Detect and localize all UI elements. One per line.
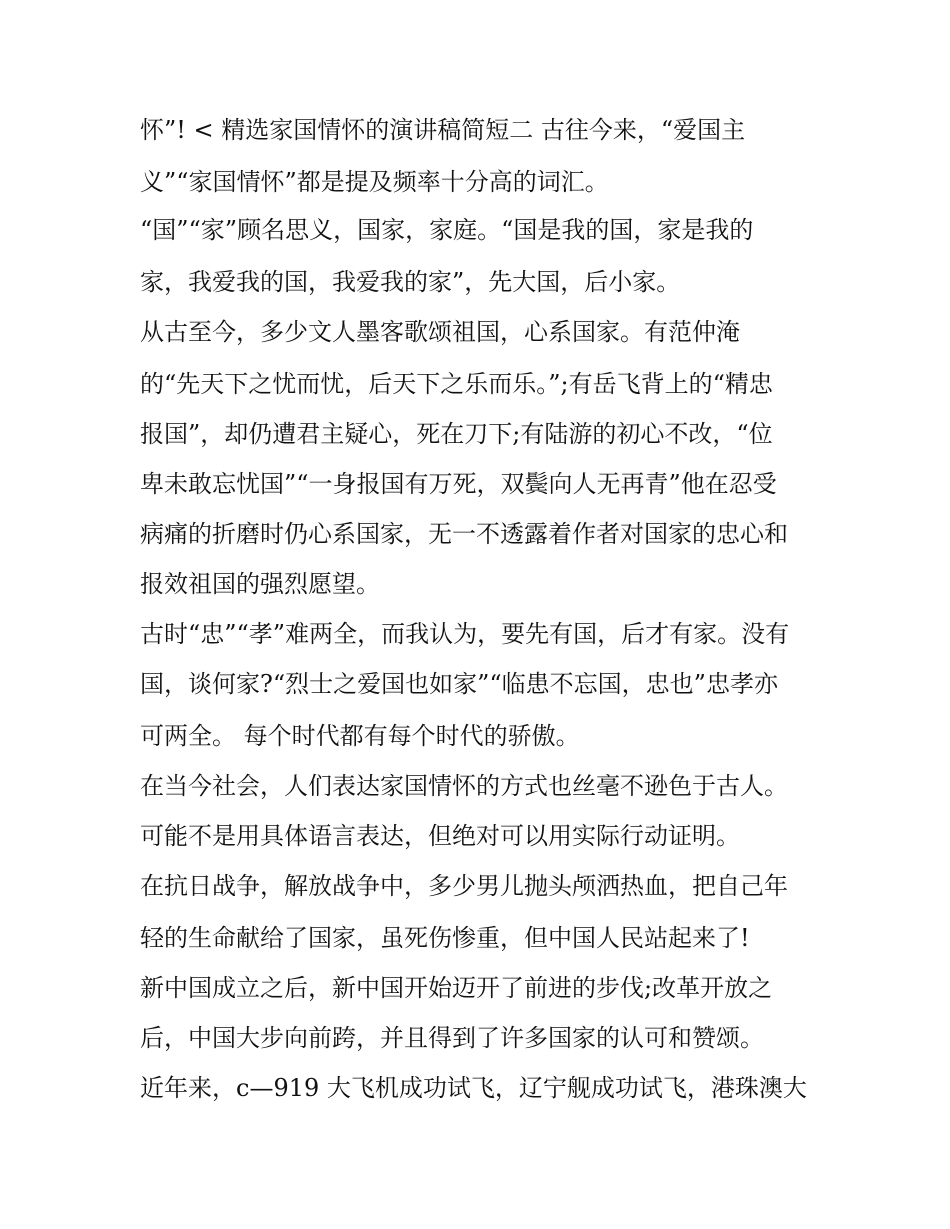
- text-line: 可能不是用具体语言表达，但绝对可以用实际行动证明。: [140, 822, 740, 850]
- text-line: 国，谈何家?“烈士之爱国也如家”“临患不忘国，忠也”忠孝亦: [140, 670, 778, 698]
- text-line: 轻的生命献给了国家，虽死伤惨重，但中国人民站起来了!: [140, 924, 750, 952]
- text-line: 可两全。 每个时代都有每个时代的骄傲。: [140, 722, 580, 750]
- text-line: 的“先天下之忧而忧，后天下之乐而乐。”;有岳飞背上的“精忠: [140, 370, 773, 398]
- text-line: 在抗日战争，解放战争中，多少男儿抛头颅洒热血，把自己年: [140, 872, 788, 900]
- text-line: 卑未敢忘忧国”“一身报国有万死，双鬓向人无再青”他在忍受: [140, 470, 777, 498]
- text-line: 在当今社会，人们表达家国情怀的方式也丝毫不逊色于古人。: [140, 772, 788, 800]
- text-line: 怀”! < 精选家国情怀的演讲稿简短二 古往今来，“爱国主: [140, 116, 746, 144]
- text-line: 报国”，却仍遭君主疑心，死在刀下;有陆游的初心不改，“位: [140, 420, 773, 448]
- text-line: 新中国成立之后，新中国开始迈开了前进的步伐;改革开放之: [140, 974, 773, 1002]
- text-line: 从古至今，多少文人墨客歌颂祖国，心系国家。有范仲淹: [140, 318, 740, 346]
- text-line: 义”“家国情怀”都是提及频率十分高的词汇。: [140, 168, 609, 196]
- text-line: 近年来，c—919 大飞机成功试飞，辽宁舰成功试飞，港珠澳大: [140, 1074, 807, 1102]
- text-line: 家，我爱我的国，我爱我的家”，先大国，后小家。: [140, 268, 681, 296]
- text-line: 报效祖国的强烈愿望。: [140, 570, 380, 598]
- text-line: “国”“家”顾名思义，国家，家庭。“国是我的国，家是我的: [140, 216, 754, 244]
- text-line: 后，中国大步向前跨，并且得到了许多国家的认可和赞颂。: [140, 1024, 764, 1052]
- text-line: 古时“忠”“孝”难两全，而我认为，要先有国，后才有家。没有: [140, 620, 790, 648]
- text-line: 病痛的折磨时仍心系国家，无一不透露着作者对国家的忠心和: [140, 520, 788, 548]
